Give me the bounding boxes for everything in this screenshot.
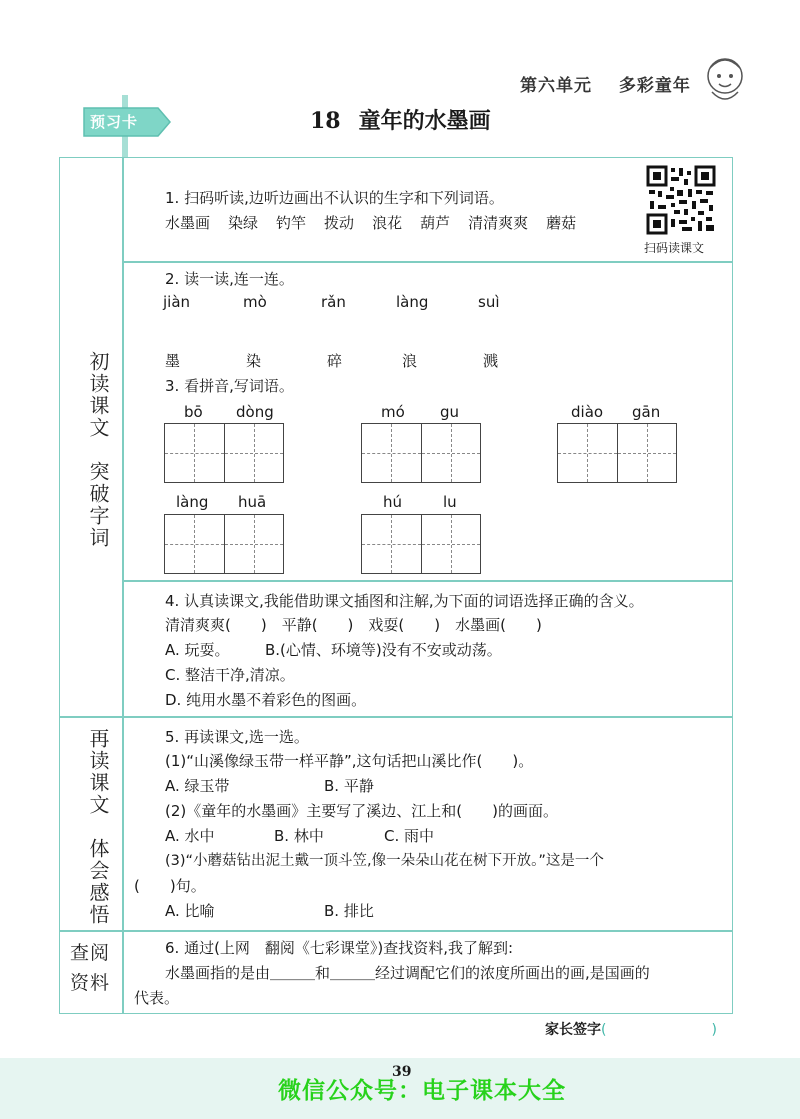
q5-option: C. 雨中 [384, 827, 435, 845]
q5-sub-question[interactable]: (2)《童年的水墨画》主要写了溪边、江上和( )的画面。 [165, 802, 558, 820]
qr-caption: 扫码读课文 [644, 241, 705, 255]
q1-word: 拨动 [324, 214, 355, 232]
q3-pinyin: lu [443, 493, 457, 511]
q1-word: 浪花 [372, 214, 403, 232]
q5-sub-question-cont[interactable]: ( )句。 [134, 877, 206, 895]
writing-grid[interactable] [557, 423, 677, 483]
q5-option: B. 林中 [274, 827, 324, 845]
q4-option: A. 玩耍。 [165, 641, 230, 659]
q2-pinyin: mò [243, 293, 267, 311]
row-divider [122, 580, 732, 582]
q3-pinyin: gu [440, 403, 460, 421]
section-label-read-first: 初读课文 突破字词 [86, 351, 110, 549]
writing-grid[interactable] [164, 514, 284, 574]
q3-pinyin: hú [383, 493, 403, 511]
parent-signature[interactable] [545, 1019, 717, 1039]
q5-option: B. 排比 [324, 902, 374, 920]
column-divider [122, 157, 124, 1014]
q2-pinyin: jiàn [163, 293, 191, 311]
q4-option: D. 纯用水墨不着彩色的图画。 [165, 691, 367, 709]
q5-sub-question: (3)“小蘑菇钻出泥土戴一顶斗笠,像一朵朵山花在树下开放。”这是一个 [165, 853, 604, 869]
q4-blanks[interactable]: 清清爽爽( ) 平静( ) 戏耍( ) 水墨画( ) [165, 616, 542, 634]
q3-pinyin: làng [176, 493, 209, 511]
q6-prompt: 6. 通过(上网 翻阅《七彩课堂》)查找资料,我了解到: [165, 939, 514, 957]
q4-prompt: 4. 认真读课文,我能借助课文插图和注解,为下面的词语选择正确的含义。 [165, 592, 644, 610]
section-label-lookup: 查阅资料 [69, 942, 110, 994]
unit-header [520, 71, 711, 96]
q1-word: 水墨画 [165, 214, 211, 232]
sign-label: 家长签字 [545, 1022, 601, 1038]
writing-grid[interactable] [361, 423, 481, 483]
q5-option: A. 水中 [165, 827, 215, 845]
q2-hanzi: 墨 [165, 352, 181, 370]
q3-pinyin: mó [381, 403, 405, 421]
q3-pinyin: gān [632, 403, 661, 421]
q2-pinyin: rǎn [321, 293, 346, 311]
q2-pinyin: làng [396, 293, 429, 311]
q6-fill-line[interactable]: 水墨画指的是由＿＿＿和＿＿＿经过调配它们的浓度所画出的画,是国画的 [165, 964, 650, 982]
sign-close-paren: ) [711, 1022, 717, 1038]
section-divider [59, 930, 732, 932]
q3-prompt: 3. 看拼音,写词语。 [165, 377, 294, 395]
writing-grid[interactable] [361, 514, 481, 574]
q3-pinyin: huā [238, 493, 267, 511]
child-doodle-icon [700, 52, 750, 110]
page-number: 39 [392, 1064, 412, 1080]
q5-sub-question[interactable]: (1)“山溪像绿玉带一样平静”,这句话把山溪比作( )。 [165, 752, 534, 770]
unit-number: 第六单元 [520, 76, 592, 96]
unit-theme: 多彩童年 [618, 76, 691, 96]
sign-open-paren: ( [601, 1022, 607, 1038]
q5-option: B. 平静 [324, 777, 374, 795]
row-divider [122, 261, 732, 263]
q4-option: B.(心情、环境等)没有不安或动荡。 [265, 641, 502, 659]
q2-pinyin: suì [478, 293, 500, 311]
q2-hanzi: 碎 [327, 352, 343, 370]
q1-word: 清清爽爽 [468, 214, 529, 232]
lesson-title [310, 104, 491, 135]
q5-option: A. 比喻 [165, 902, 215, 920]
q2-hanzi: 染 [246, 352, 262, 370]
preview-card-label: 预习卡 [90, 113, 139, 131]
q1-word: 钓竿 [276, 214, 307, 232]
q3-pinyin: bō [184, 403, 203, 421]
q3-pinyin: dòng [236, 403, 274, 421]
watermark: 微信公众号：电子课本大全 [278, 1078, 566, 1104]
q1-word: 蘑菇 [546, 214, 577, 232]
lesson-number: 18 [310, 108, 341, 134]
q2-pinyin-row [0, 293, 800, 315]
q2-hanzi: 溅 [483, 352, 499, 370]
qr-code-icon[interactable] [646, 165, 716, 235]
q5-option: A. 绿玉带 [165, 777, 230, 795]
q1-prompt: 1. 扫码听读,边听边画出不认识的生字和下列词语。 [165, 189, 504, 207]
q1-word: 染绿 [228, 214, 259, 232]
q4-option: C. 整洁干净,清凉。 [165, 666, 295, 684]
q2-hanzi-row [0, 350, 800, 372]
q1-word-list [165, 212, 594, 234]
writing-grid[interactable] [164, 423, 284, 483]
section-divider [59, 716, 732, 718]
q2-hanzi: 浪 [402, 352, 418, 370]
q1-word: 葫芦 [420, 214, 451, 232]
q6-fill-line-cont: 代表。 [134, 989, 180, 1007]
q3-pinyin: diào [571, 403, 604, 421]
q2-prompt: 2. 读一读,连一连。 [165, 270, 294, 288]
lesson-name: 童年的水墨画 [358, 109, 491, 134]
section-label-reread: 再读课文 体会感悟 [86, 728, 110, 926]
q5-prompt: 5. 再读课文,选一选。 [165, 728, 309, 746]
